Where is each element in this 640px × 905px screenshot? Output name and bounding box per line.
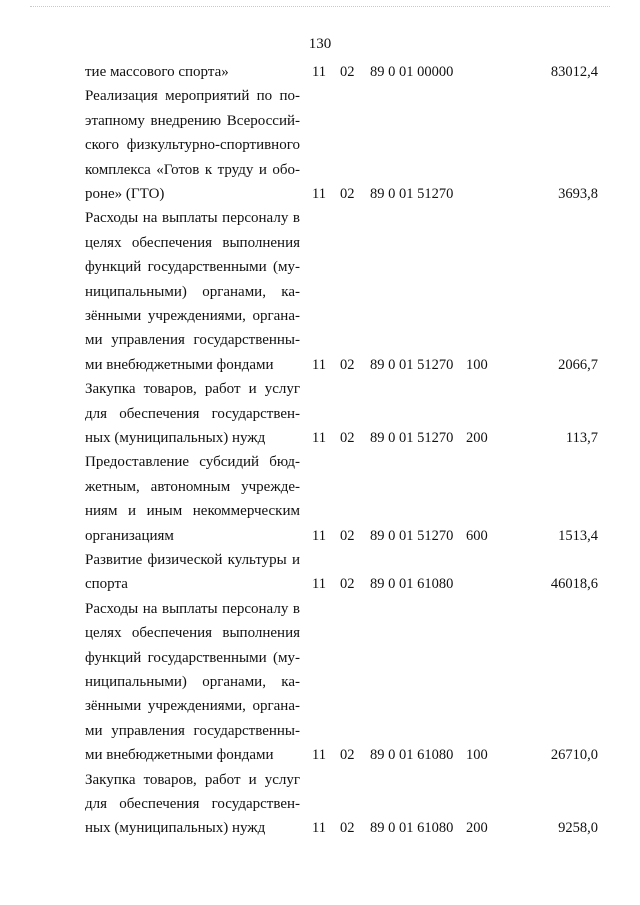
target-article-code: 89 0 01 51270 bbox=[370, 429, 454, 446]
expense-type-code: 600 bbox=[466, 527, 488, 544]
description-line: ми управления государственны- bbox=[85, 722, 300, 739]
amount: 113,7 bbox=[565, 429, 598, 446]
target-article-code: 89 0 01 51270 bbox=[370, 527, 454, 544]
subsection-code: 02 bbox=[340, 64, 355, 80]
subsection-code: 02 bbox=[340, 356, 355, 373]
table-row bbox=[0, 768, 640, 841]
description-line: для обеспечения государствен- bbox=[85, 796, 300, 812]
expense-type-code: 200 bbox=[466, 429, 488, 446]
subsection-code: 02 bbox=[340, 747, 355, 764]
description-line: ниципальными) органами, ка- bbox=[85, 283, 300, 300]
section-code: 11 bbox=[312, 747, 326, 764]
target-article-code: 89 0 01 61080 bbox=[370, 820, 454, 837]
amount: 26710,0 bbox=[550, 747, 598, 764]
description-line: целях обеспечения выполнения bbox=[85, 625, 300, 642]
description-line: ниям и иным некоммерческим bbox=[85, 503, 300, 520]
description-line: спорта bbox=[85, 576, 128, 593]
target-article-code: 89 0 01 51270 bbox=[370, 356, 454, 373]
description-line: Закупка товаров, работ и услуг bbox=[85, 771, 300, 788]
table-row bbox=[0, 548, 640, 597]
section-code: 11 bbox=[312, 185, 326, 202]
amount: 3693,8 bbox=[558, 185, 598, 202]
row-description bbox=[85, 206, 300, 377]
table-row bbox=[0, 450, 640, 548]
target-article-code: 89 0 01 61080 bbox=[370, 747, 454, 764]
row-description bbox=[85, 60, 300, 84]
section-code: 11 bbox=[312, 576, 326, 593]
description-line: ми внебюджетными фондами bbox=[85, 356, 274, 373]
description-line: ных (муниципальных) нужд bbox=[85, 820, 266, 837]
description-line: этапному внедрению Всероссий- bbox=[85, 112, 300, 129]
section-code: 11 bbox=[312, 429, 326, 446]
row-description bbox=[85, 377, 300, 450]
amount: 2066,7 bbox=[558, 356, 598, 373]
scan-edge-mark bbox=[30, 6, 610, 9]
amount: 9258,0 bbox=[558, 820, 598, 837]
description-line: Реализация мероприятий по по- bbox=[85, 88, 300, 105]
description-line: организациям bbox=[85, 527, 174, 544]
description-line: целях обеспечения выполнения bbox=[85, 234, 300, 251]
table-row bbox=[0, 206, 640, 377]
row-description bbox=[85, 450, 300, 548]
section-code: 11 bbox=[312, 64, 326, 80]
expense-type-code: 200 bbox=[466, 820, 488, 837]
subsection-code: 02 bbox=[340, 185, 355, 202]
description-line: комплекса «Готов к труду и обо- bbox=[85, 161, 300, 178]
subsection-code: 02 bbox=[340, 820, 355, 837]
description-line: тие массового спорта» bbox=[85, 64, 229, 80]
section-code: 11 bbox=[312, 820, 326, 837]
expense-type-code: 100 bbox=[466, 747, 488, 764]
subsection-code: 02 bbox=[340, 527, 355, 544]
description-line: Развитие физической культуры и bbox=[85, 552, 300, 568]
description-line: зёнными учреждениями, органа- bbox=[85, 698, 300, 715]
description-line: ных (муниципальных) нужд bbox=[85, 430, 266, 446]
target-article-code: 89 0 01 00000 bbox=[370, 64, 454, 80]
description-line: ниципальными) органами, ка- bbox=[85, 674, 300, 691]
page-number: 130 bbox=[308, 36, 332, 52]
table-row bbox=[0, 377, 640, 450]
section-code: 11 bbox=[312, 527, 326, 544]
table-row bbox=[0, 84, 640, 206]
description-line: ми управления государственны- bbox=[85, 332, 300, 349]
description-line: Расходы на выплаты персоналу в bbox=[85, 600, 300, 617]
amount: 83012,4 bbox=[550, 64, 598, 80]
subsection-code: 02 bbox=[340, 429, 355, 446]
amount: 46018,6 bbox=[550, 576, 598, 593]
description-line: Закупка товаров, работ и услуг bbox=[85, 381, 300, 398]
row-description bbox=[85, 768, 300, 841]
description-line: роне» (ГТО) bbox=[85, 186, 165, 203]
row-description bbox=[85, 84, 300, 206]
description-line: функций государственными (му- bbox=[85, 259, 300, 276]
section-code: 11 bbox=[312, 356, 326, 373]
description-line: Предоставление субсидий бюд- bbox=[85, 454, 300, 471]
description-line: ми внебюджетными фондами bbox=[85, 747, 274, 764]
description-line: ского физкультурно-спортивного bbox=[85, 137, 300, 154]
row-description bbox=[85, 597, 300, 768]
expense-type-code: 100 bbox=[466, 356, 488, 373]
amount: 1513,4 bbox=[558, 527, 598, 544]
description-line: для обеспечения государствен- bbox=[85, 405, 300, 422]
description-line: жетным, автономным учрежде- bbox=[85, 478, 300, 495]
subsection-code: 02 bbox=[340, 576, 355, 593]
table-row bbox=[0, 60, 640, 84]
target-article-code: 89 0 01 61080 bbox=[370, 576, 454, 593]
row-description bbox=[85, 548, 300, 597]
target-article-code: 89 0 01 51270 bbox=[370, 185, 454, 202]
table-row bbox=[0, 597, 640, 768]
description-line: зёнными учреждениями, органа- bbox=[85, 308, 300, 325]
description-line: функций государственными (му- bbox=[85, 649, 300, 666]
description-line: Расходы на выплаты персоналу в bbox=[85, 210, 300, 227]
